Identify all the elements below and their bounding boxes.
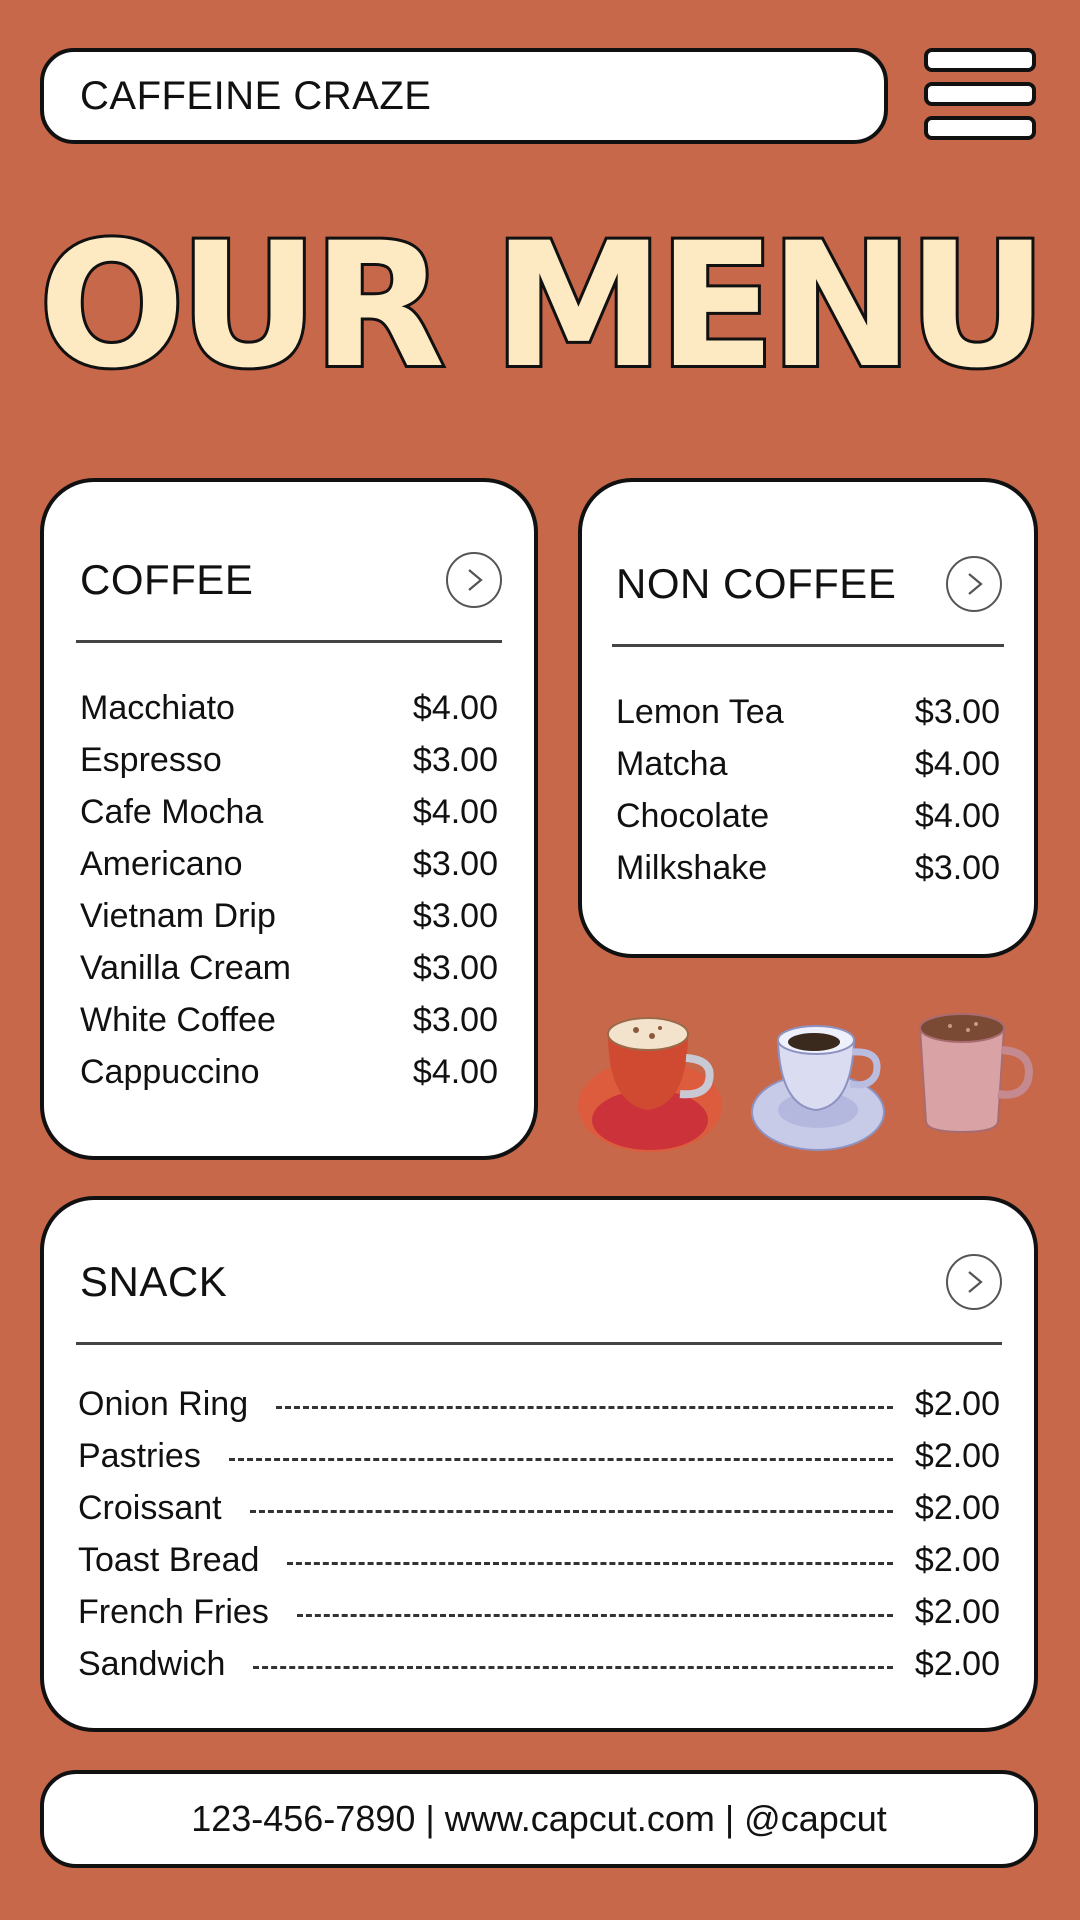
menu-item-row	[616, 790, 1000, 842]
menu-item-row	[78, 1638, 1000, 1690]
menu-item-price: $3.00	[412, 896, 498, 935]
menu-item-price: $3.00	[914, 848, 1000, 887]
snack-card-title: SNACK	[80, 1258, 228, 1305]
snack-card	[40, 1196, 1038, 1732]
chevron-right-circle-icon[interactable]	[446, 552, 502, 608]
dotted-leader	[253, 1666, 892, 1669]
menu-item-name: Americano	[80, 844, 243, 883]
menu-item-row	[78, 1430, 1000, 1482]
menu-item-name: Lemon Tea	[616, 692, 784, 731]
brand-name: CAFFEINE CRAZE	[80, 73, 432, 118]
non-coffee-divider	[612, 644, 1004, 647]
cappuccino-cup-illustration	[576, 1000, 728, 1160]
menu-bar-line	[924, 116, 1036, 140]
snack-card-header	[80, 1252, 1002, 1312]
non-coffee-card-title: NON COFFEE	[616, 560, 897, 607]
menu-item-price: $2.00	[914, 1592, 1000, 1631]
menu-item-price: $3.00	[412, 844, 498, 883]
menu-item-row	[78, 1378, 1000, 1430]
menu-item-row	[78, 1482, 1000, 1534]
menu-item-price: $4.00	[412, 688, 498, 727]
page-title: OUR MENU	[38, 205, 1042, 406]
menu-item-row	[616, 686, 1000, 738]
menu-item-name: White Coffee	[80, 1000, 276, 1039]
coffee-divider	[76, 640, 502, 643]
menu-item-name: Croissant	[78, 1488, 222, 1527]
dotted-leader	[287, 1562, 892, 1565]
chevron-right-circle-icon[interactable]	[946, 1254, 1002, 1310]
menu-item-price: $2.00	[914, 1436, 1000, 1475]
menu-item-row	[78, 1586, 1000, 1638]
menu-item-row	[80, 994, 498, 1046]
menu-item-price: $4.00	[412, 1052, 498, 1091]
menu-item-row	[80, 682, 498, 734]
menu-bar-line	[924, 48, 1036, 72]
dotted-leader	[229, 1458, 893, 1461]
menu-item-row	[80, 1046, 498, 1098]
contact-footer	[40, 1770, 1038, 1868]
dotted-leader	[276, 1406, 893, 1409]
menu-item-price: $2.00	[914, 1644, 1000, 1683]
menu-item-row	[80, 734, 498, 786]
menu-item-price: $3.00	[412, 740, 498, 779]
menu-bar-line	[924, 82, 1036, 106]
hamburger-menu-icon[interactable]	[922, 46, 1042, 146]
menu-item-name: French Fries	[78, 1592, 269, 1631]
menu-item-name: Cappuccino	[80, 1052, 260, 1091]
menu-item-row	[80, 942, 498, 994]
dotted-leader	[297, 1614, 893, 1617]
menu-item-name: Matcha	[616, 744, 728, 783]
menu-item-price: $4.00	[914, 744, 1000, 783]
brand-name-bar	[40, 48, 888, 144]
menu-item-price: $3.00	[412, 1000, 498, 1039]
coffee-card	[40, 478, 538, 1160]
dotted-leader	[250, 1510, 893, 1513]
menu-item-name: Vanilla Cream	[80, 948, 292, 987]
chevron-right-circle-icon[interactable]	[946, 556, 1002, 612]
menu-item-name: Chocolate	[616, 796, 770, 835]
menu-item-row	[78, 1534, 1000, 1586]
snack-item-list	[78, 1378, 1000, 1690]
contact-info: 123-456-7890 | www.capcut.com | @capcut	[191, 1798, 887, 1839]
menu-item-name: Toast Bread	[78, 1540, 260, 1579]
menu-item-row	[80, 890, 498, 942]
menu-item-price: $2.00	[914, 1540, 1000, 1579]
non-coffee-card-header	[616, 554, 1002, 614]
menu-item-name: Macchiato	[80, 688, 235, 727]
menu-item-price: $4.00	[914, 796, 1000, 835]
menu-item-name: Pastries	[78, 1436, 201, 1475]
coffee-card-header	[80, 550, 502, 610]
mocha-mug-illustration	[910, 1006, 1036, 1136]
menu-item-price: $2.00	[914, 1384, 1000, 1423]
menu-item-price: $4.00	[412, 792, 498, 831]
menu-item-name: Milkshake	[616, 848, 768, 887]
menu-item-name: Vietnam Drip	[80, 896, 276, 935]
snack-divider	[76, 1342, 1002, 1345]
non-coffee-item-list	[616, 686, 1000, 894]
coffee-card-title: COFFEE	[80, 556, 254, 603]
non-coffee-card	[578, 478, 1038, 958]
menu-item-row	[616, 842, 1000, 894]
menu-item-row	[80, 786, 498, 838]
coffee-item-list	[80, 682, 498, 1098]
menu-item-price: $2.00	[914, 1488, 1000, 1527]
menu-item-name: Espresso	[80, 740, 222, 779]
menu-item-name: Onion Ring	[78, 1384, 249, 1423]
menu-item-row	[616, 738, 1000, 790]
menu-item-price: $3.00	[412, 948, 498, 987]
menu-item-name: Cafe Mocha	[80, 792, 264, 831]
menu-item-price: $3.00	[914, 692, 1000, 731]
coffee-cup-saucer-illustration	[750, 1006, 890, 1156]
menu-item-row	[80, 838, 498, 890]
menu-item-name: Sandwich	[78, 1644, 226, 1683]
